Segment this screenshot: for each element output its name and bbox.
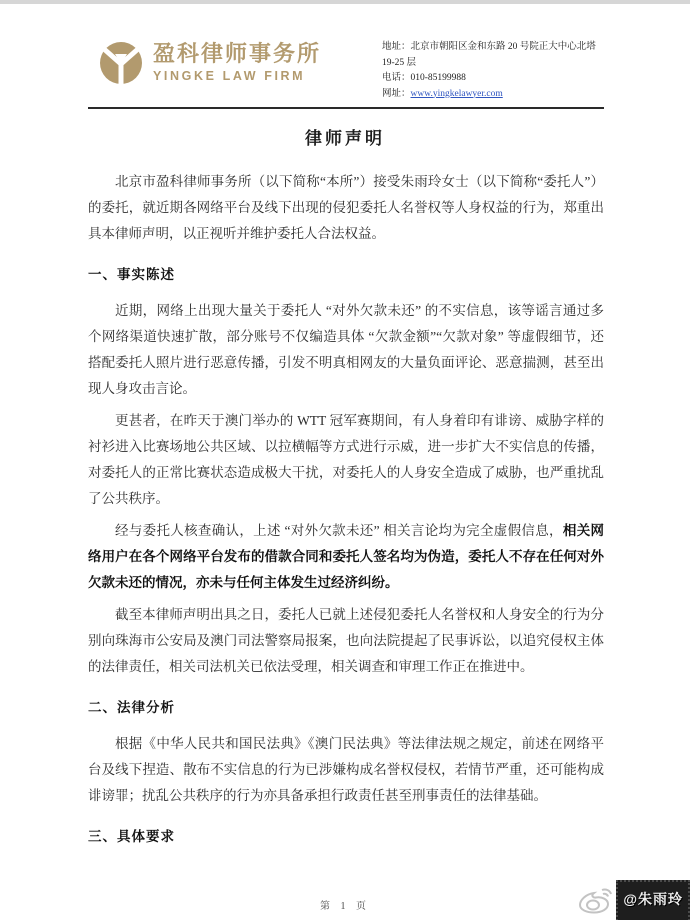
letterhead	[98, 40, 606, 102]
firm-name-cn: 盈科律师事务所	[153, 41, 322, 67]
yingke-logo-icon	[98, 40, 144, 86]
document-body	[88, 160, 604, 860]
watermark-handle: @朱雨玲	[616, 880, 690, 920]
section3-heading: 三、具体要求	[88, 829, 175, 844]
document-title: 律师声明	[305, 129, 385, 148]
firm-logo	[98, 40, 321, 86]
section1-heading: 一、事实陈述	[88, 267, 175, 282]
letterhead-divider	[88, 107, 604, 109]
paragraph-3-normal-run: 经与委托人核查确认，上述 “对外欠款未还” 相关言论均为完全虚假信息，	[115, 523, 563, 538]
contact-block	[382, 40, 606, 102]
contact-address: 地址：北京市朝阳区金和东路 20 号院正大中心北塔 19-25 层	[382, 42, 596, 68]
page-number: 第 1 页	[320, 901, 370, 912]
firm-name-en: YINGKE LAW FIRM	[153, 69, 306, 84]
website-link[interactable]: www.yingkelawyer.com	[410, 88, 503, 99]
paragraph-3-bold-run: 相关网络用户在各个网络平台发布的借款合同和委托人签名均为伪造，委托人不存在任何对外欠款未还的情况，亦未与任何主体发生过经济纠纷。	[88, 523, 605, 590]
section1-paragraph-2: 更甚者，在昨天于澳门举办的 WTT 冠军赛期间，有人身着印有诽谤、威胁字样的衬衫进入比赛场地公共区域、以拉横幅等方式进行示威，进一步扩大不实信息的传播，对委托人的正常比赛状态造成极大干扰，对委托人的人身安全造成了威胁，也严重扰乱了公共秩序。	[88, 413, 604, 506]
firm-name-block	[153, 43, 321, 83]
section2-paragraph-1: 根据《中华人民共和国民法典》《澳门民法典》等法律法规之规定，前述在网络平台及线下捏造、散布不实信息的行为已涉嫌构成名誉权侵权，若情节严重，还可能构成诽谤罪；扰乱公共秩序的行为亦具备承担行政责任甚至刑事责任的法律基础。	[88, 736, 604, 803]
website-label: 网址：	[382, 88, 411, 99]
page-top-edge	[0, 0, 690, 4]
weibo-icon	[578, 884, 614, 914]
section2-heading: 二、法律分析	[88, 700, 175, 715]
section1-paragraph-1: 近期，网络上出现大量关于委托人 “对外欠款未还” 的不实信息，该等谣言通过多个网络渠道快速扩散，部分账号不仅编造具体 “欠款金额”“欠款对象” 等虚假细节，还搭配委托人照片进行恶意传播，引发不明真相网友的大量负面评论、恶意揣测，甚至出现人身攻击言论。	[88, 303, 604, 396]
section1-paragraph-4: 截至本律师声明出具之日，委托人已就上述侵犯委托人名誉权和人身安全的行为分别向珠海市公安局及澳门司法警察局报案，也向法院提起了民事诉讼，以追究侵权主体的法律责任，相关司法机关已依法受理，相关调查和审理工作正在推进中。	[88, 607, 604, 674]
intro-paragraph: 北京市盈科律师事务所（以下简称“本所”）接受朱雨玲女士（以下简称“委托人”）的委托，就近期各网络平台及线下出现的侵犯委托人名誉权等人身权益的行为，郑重出具本律师声明，以正视听并维护委托人合法权益。	[88, 174, 604, 241]
section1-paragraph-3	[88, 518, 604, 596]
contact-phone: 电话：010-85199988	[382, 73, 466, 83]
contact-website	[382, 87, 606, 103]
weibo-watermark	[578, 880, 690, 920]
